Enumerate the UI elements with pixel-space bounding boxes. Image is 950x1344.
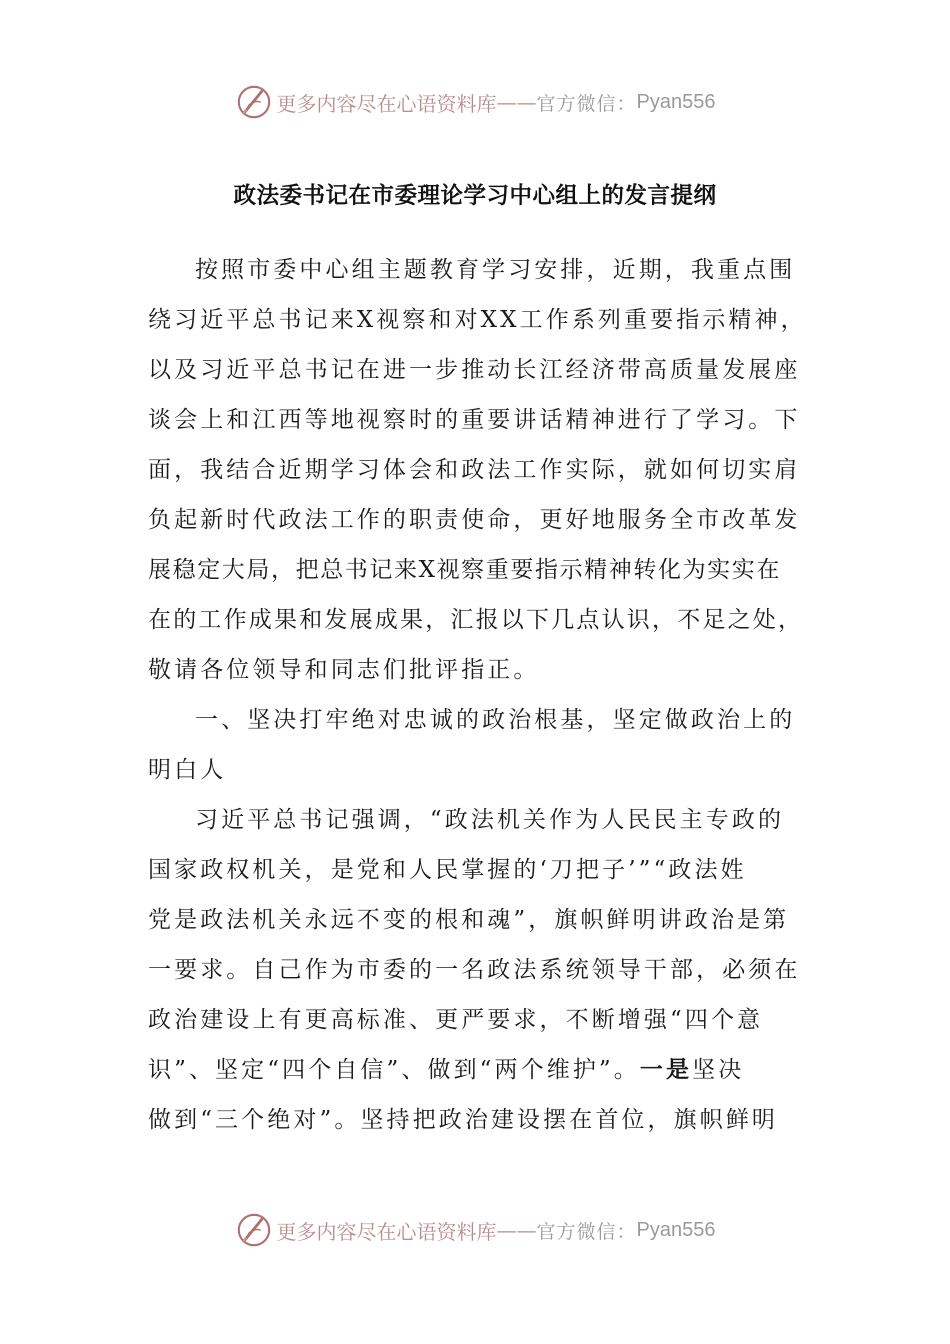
paragraph-line: 面，我结合近期学习体会和政法工作实际，就如何切实肩 <box>148 457 801 483</box>
watermark-dash: —— <box>496 90 537 114</box>
pen-circle-logo-icon <box>235 1211 273 1249</box>
watermark-text: 更多内容尽在心语资料库 <box>276 91 497 116</box>
watermark-wechat-id: Pyan556 <box>636 90 716 113</box>
paragraph-line: 在的工作成果和发展成果，汇报以下几点认识，不足之处， <box>148 607 804 633</box>
watermark-wechat-label: 官方微信： <box>536 1220 637 1243</box>
paragraph-line: 政治建设上有更高标准、更严要求，不断增强“四个意 <box>148 1007 764 1033</box>
paragraph-line: 一要求。自己作为市委的一名政法系统领导干部，必须在 <box>148 957 801 983</box>
footer-watermark <box>0 1210 950 1250</box>
paragraph-line: 展稳定大局，把总书记来X视察重要指示精神转化为实实在 <box>148 557 781 583</box>
line-text: 坚决 <box>692 1057 745 1083</box>
document-body <box>148 252 810 1152</box>
header-watermark <box>0 82 950 122</box>
watermark-wechat-label: 官方微信： <box>536 92 637 115</box>
paragraph-line: 习近平总书记强调，“政法机关作为人民民主专政的 <box>195 807 785 833</box>
watermark-text: 更多内容尽在心语资料库 <box>276 1219 497 1244</box>
section-heading-line: 一、坚决打牢绝对忠诚的政治根基，坚定做政治上的 <box>195 707 796 733</box>
paragraph-line: 国家政权机关，是党和人民掌握的‘刀把子’”“政法姓 <box>148 857 747 883</box>
document-title: 政法委书记在市委理论学习中心组上的发言提纲 <box>233 183 717 209</box>
paragraph-line: 按照市委中心组主题教育学习安排，近期，我重点围 <box>195 257 796 283</box>
watermark-dash: —— <box>496 1218 537 1242</box>
paragraph-line <box>148 1052 810 1102</box>
paragraph-line: 敬请各位领导和同志们批评指正。 <box>148 657 540 683</box>
watermark-wechat-id: Pyan556 <box>636 1218 716 1241</box>
paragraph-line: 党是政法机关永远不变的根和魂”，旗帜鲜明讲政治是第 <box>148 907 790 933</box>
paragraph-line: 做到“三个绝对”。坚持把政治建设摆在首位，旗帜鲜明 <box>148 1107 779 1133</box>
section-heading-line: 明白人 <box>148 757 227 783</box>
paragraph-line: 绕习近平总书记来X视察和对XX工作系列重要指示精神， <box>148 307 807 333</box>
line-text: 识”、坚定“四个自信”、做到“两个维护”。 <box>148 1057 640 1083</box>
bold-lead-in: 一是 <box>639 1056 693 1083</box>
paragraph-line: 谈会上和江西等地视察时的重要讲话精神进行了学习。下 <box>148 407 801 433</box>
paragraph-line: 以及习近平总书记在进一步推动长江经济带高质量发展座 <box>148 357 801 383</box>
paragraph-line: 负起新时代政法工作的职责使命，更好地服务全市改革发 <box>148 507 801 533</box>
pen-circle-logo-icon <box>235 83 273 121</box>
